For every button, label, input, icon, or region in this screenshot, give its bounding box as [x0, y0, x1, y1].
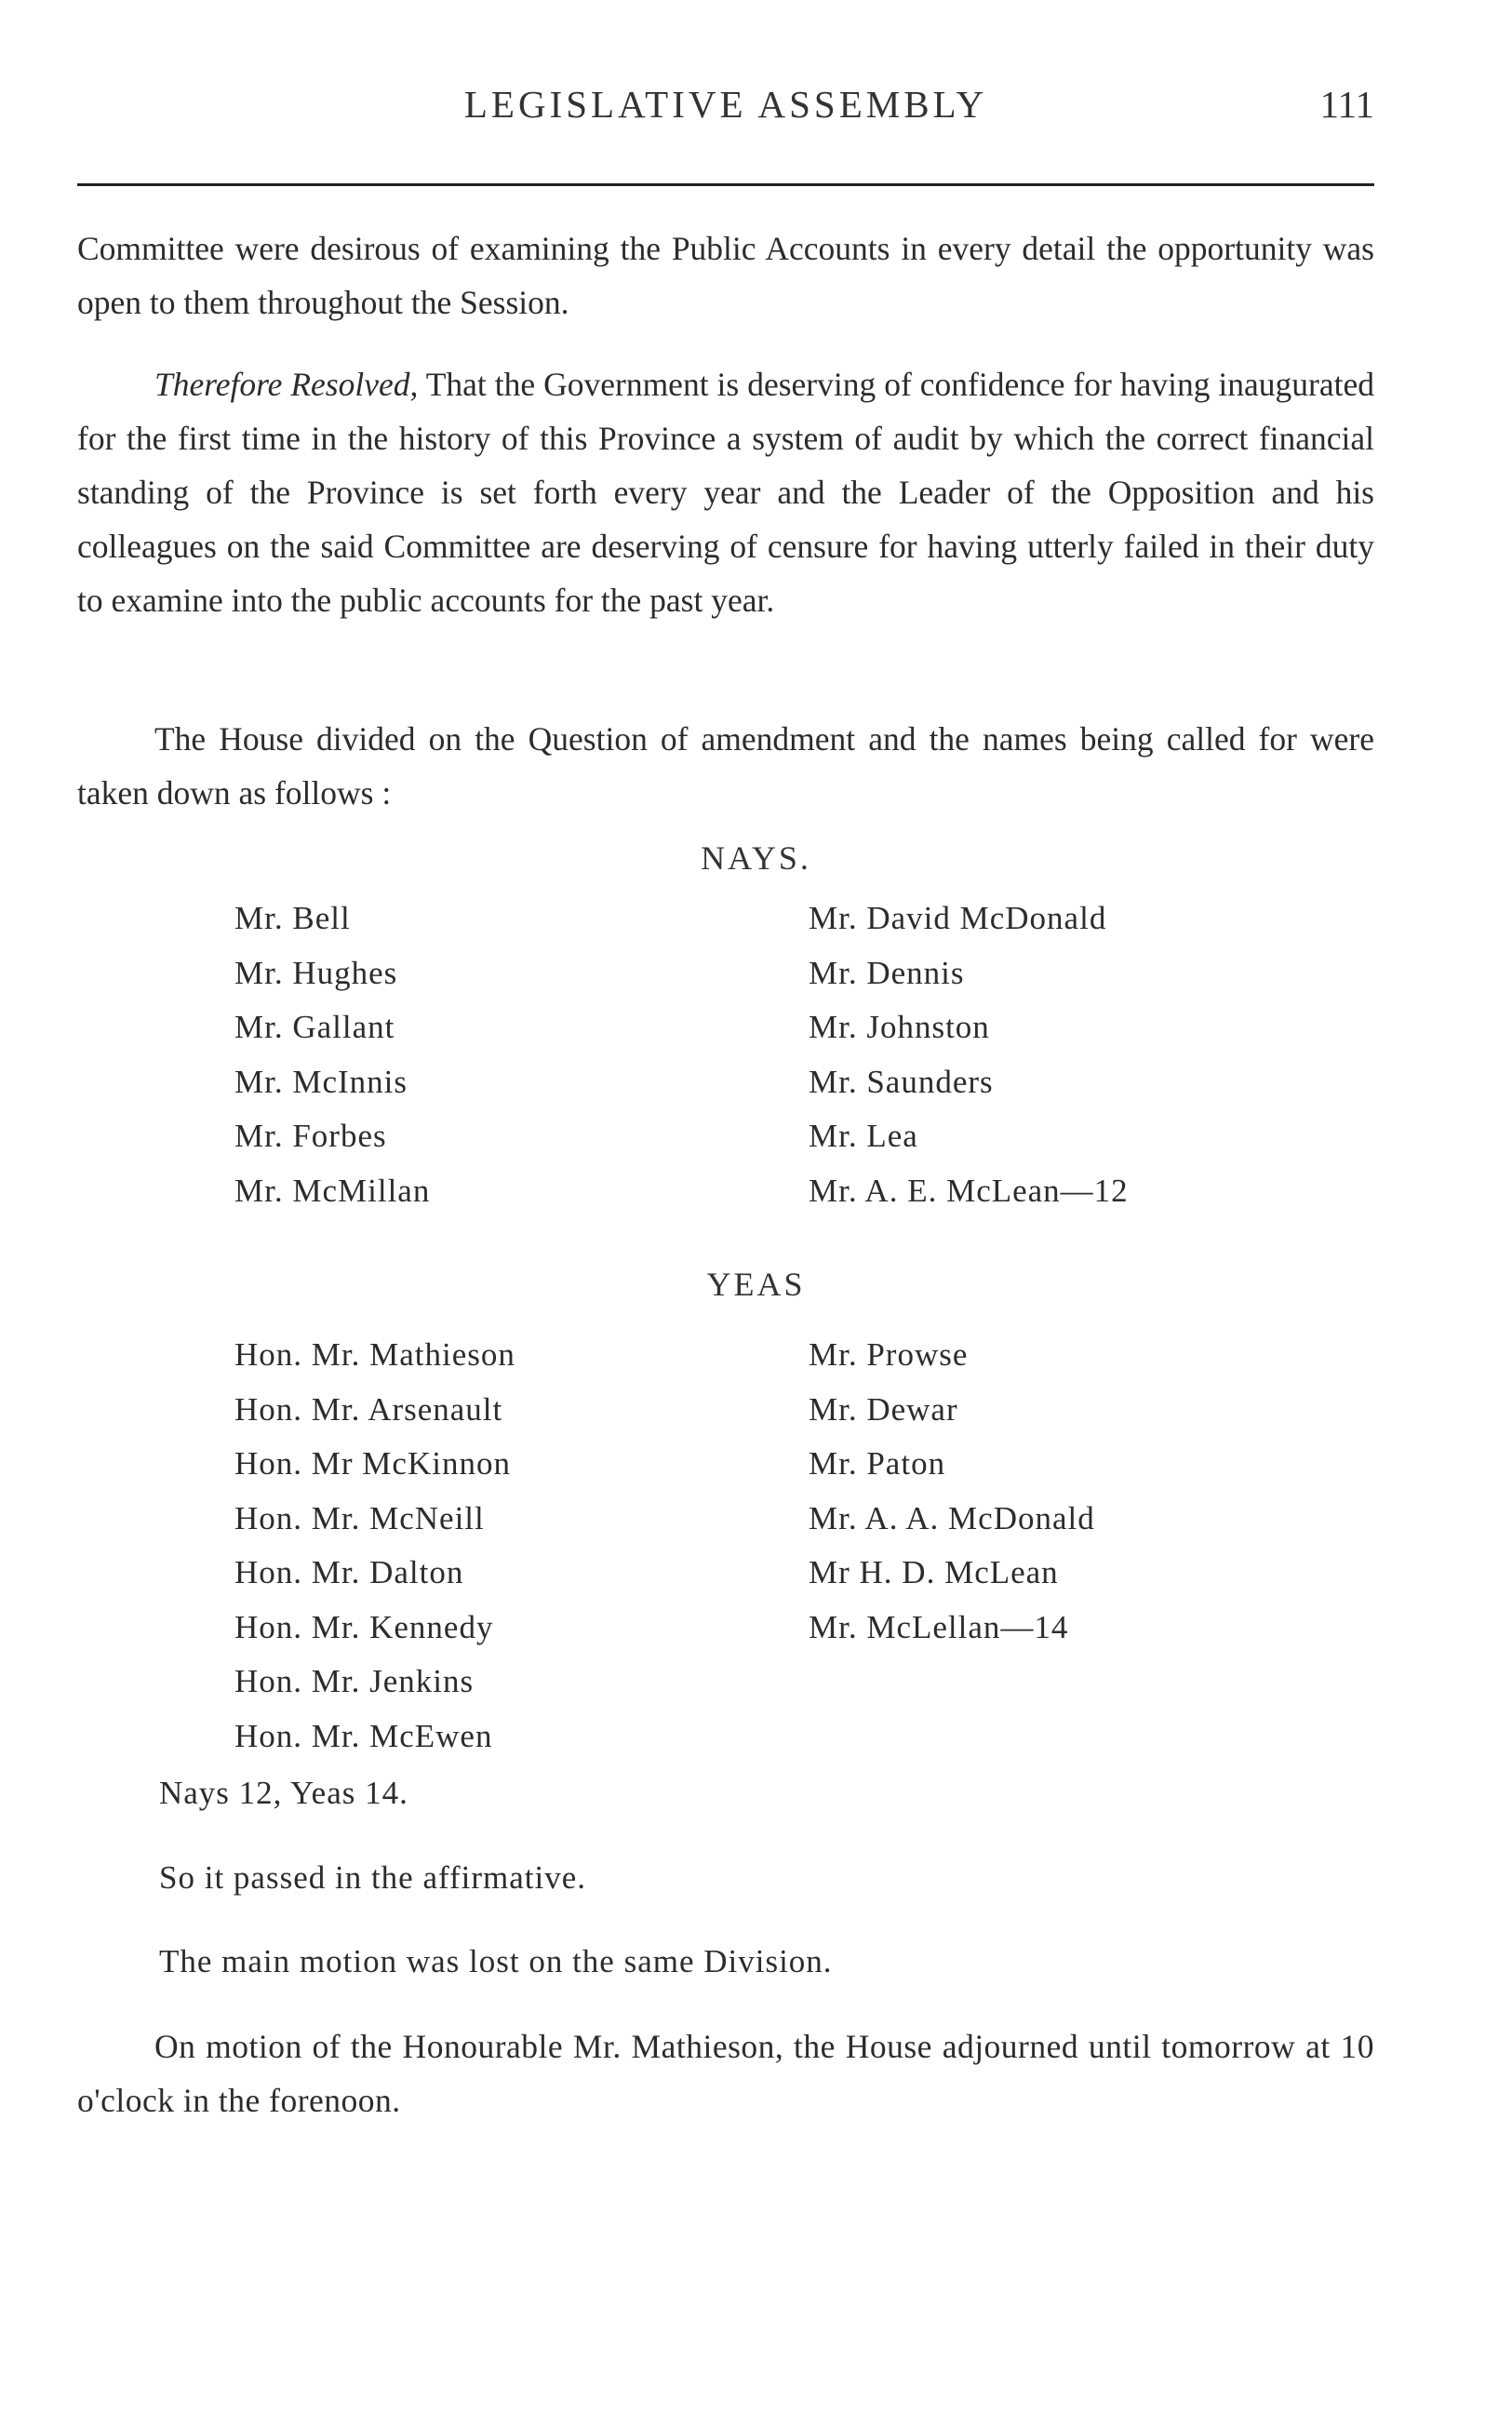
resolution-lead: Therefore Resolved, [154, 366, 419, 403]
yea-member: Mr. Prowse [809, 1336, 969, 1373]
yea-member: Mr. Paton [809, 1445, 946, 1482]
yea-member: Mr. McLellan—14 [809, 1608, 1069, 1645]
yeas-left-column [234, 1328, 515, 1764]
yeas-heading: YEAS [706, 1266, 806, 1303]
yea-member: Mr. Dewar [809, 1390, 958, 1428]
running-head: LEGISLATIVE ASSEMBLY [463, 83, 988, 126]
resolution-body: That the Government is deserving of confidence for having inaugurated for the first time in the history of this Province a system of audit by which the correct financial standing of the Province is set forth every year and the Leader of the Opposition and his colleagues on the said Committee are deserving of censure for having utterly failed in their duty to examine into the public accounts for the past year. [77, 366, 1374, 619]
nay-member: Mr. A. E. McLean—12 [809, 1172, 1129, 1209]
nay-member: Mr. Gallant [234, 1009, 395, 1045]
nay-member: Mr. David McDonald [809, 900, 1107, 936]
nay-member: Mr. Bell [234, 900, 351, 936]
yea-member: Hon. Mr. McNeill [234, 1499, 485, 1536]
page-number: 111 [1319, 83, 1374, 126]
paragraph-resolution [77, 357, 1374, 627]
yea-member: Mr. A. A. McDonald [809, 1499, 1095, 1536]
nay-member: Mr. Johnston [809, 1009, 990, 1045]
page-header [77, 74, 1374, 140]
vote-tally: Nays 12, Yeas 14. [159, 1775, 408, 1811]
nay-member: Mr. McMillan [234, 1172, 431, 1209]
yea-member: Mr H. D. McLean [809, 1554, 1059, 1590]
yeas-right-column [809, 1328, 1095, 1655]
yea-member: Hon. Mr. Dalton [234, 1554, 464, 1590]
paragraph-continuation: Committee were desirous of examining the Public Accounts in every detail the opportunity was open to them throughout the Session. [77, 230, 1374, 321]
main-motion-statement: The main motion was lost on the same Division. [159, 1943, 833, 1979]
nays-left-column [234, 892, 430, 1218]
nay-member: Mr. Dennis [809, 954, 965, 991]
nay-member: Mr. Forbes [234, 1118, 387, 1154]
adjournment-paragraph: On motion of the Honourable Mr. Mathieson, the House adjourned until tomorrow at 10 o'clock in the forenoon. [77, 2028, 1374, 2119]
yea-member: Hon. Mr. Mathieson [234, 1336, 515, 1373]
yea-member: Hon. Mr McKinnon [234, 1445, 511, 1482]
paragraph-division: The House divided on the Question of amendment and the names being called for were taken down as follows : [77, 720, 1374, 812]
affirmative-statement: So it passed in the affirmative. [159, 1859, 587, 1896]
yea-member: Hon. Mr. Kennedy [234, 1608, 494, 1645]
header-rule [77, 183, 1374, 186]
nay-member: Mr. Hughes [234, 954, 398, 991]
nay-member: Mr. McInnis [234, 1063, 408, 1100]
nays-heading: NAYS. [701, 839, 811, 877]
yea-member: Hon. Mr. Jenkins [234, 1663, 475, 1699]
nay-member: Mr. Lea [809, 1118, 918, 1154]
nay-member: Mr. Saunders [809, 1063, 994, 1100]
yea-member: Hon. Mr. McEwen [234, 1717, 493, 1754]
nays-right-column [809, 892, 1129, 1218]
yea-member: Hon. Mr. Arsenault [234, 1390, 503, 1428]
